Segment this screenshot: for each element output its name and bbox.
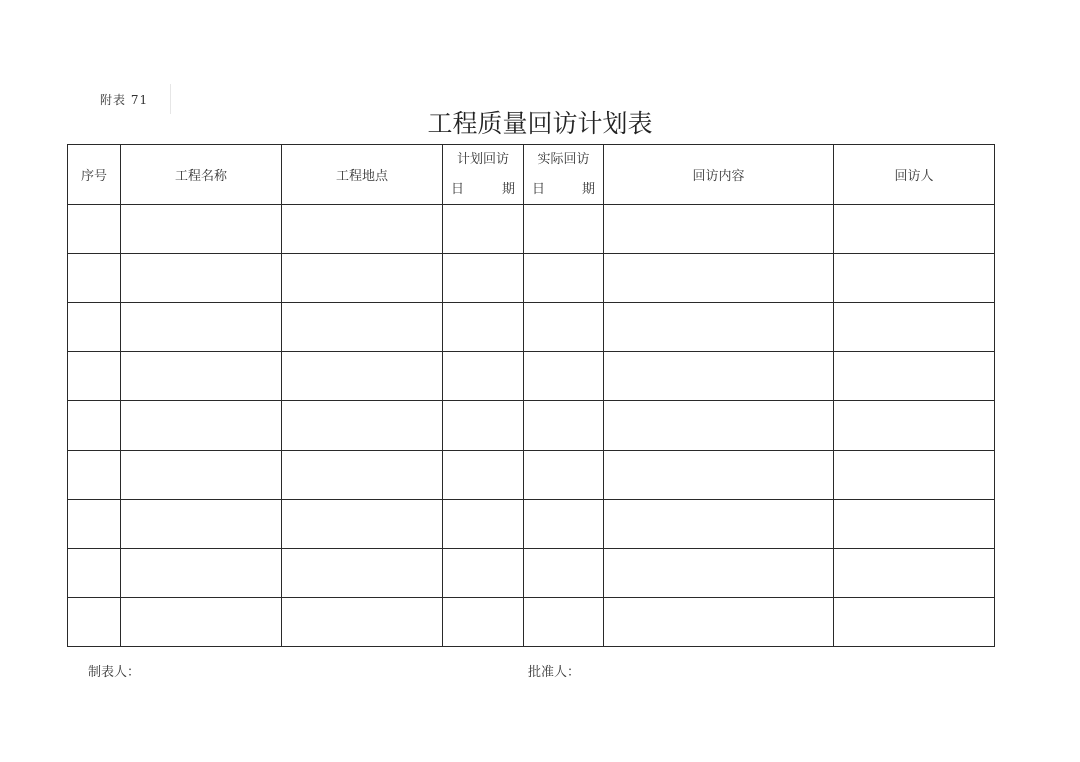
cell-planned-date [443, 303, 524, 352]
table-body [68, 205, 995, 647]
cell-location [282, 254, 443, 303]
visit-plan-table [67, 144, 995, 647]
column-header-actual-date [524, 145, 604, 205]
table-row [68, 352, 995, 401]
column-header-visitor: 回访人 [834, 145, 995, 205]
appendix-label: 附表 71 [100, 93, 149, 107]
actual-date-char-period: 期 [581, 181, 595, 197]
page-title: 工程质量回访计划表 [427, 109, 653, 138]
table-row [68, 205, 995, 254]
cell-project-name [121, 205, 282, 254]
cell-project-name [121, 450, 282, 499]
cell-planned-date [443, 548, 524, 597]
cell-actual-date [524, 205, 604, 254]
planned-date-char-period: 期 [501, 181, 515, 197]
planned-date-label: 计划回访 [456, 151, 509, 167]
cell-visitor [834, 450, 995, 499]
cell-actual-date [524, 303, 604, 352]
cell-seq [68, 254, 121, 303]
column-header-location: 工程地点 [282, 145, 443, 205]
cell-content [604, 254, 834, 303]
cell-planned-date [443, 499, 524, 548]
cell-seq [68, 499, 121, 548]
cell-seq [68, 352, 121, 401]
cell-location [282, 401, 443, 450]
cell-content [604, 450, 834, 499]
cell-content [604, 205, 834, 254]
cell-visitor [834, 548, 995, 597]
preparer-label: 制表人： [88, 665, 141, 680]
cell-seq [68, 303, 121, 352]
approver-label: 批准人： [528, 665, 581, 680]
table-row [68, 401, 995, 450]
cell-seq [68, 205, 121, 254]
table-row [68, 303, 995, 352]
cell-project-name [121, 597, 282, 646]
cell-content [604, 597, 834, 646]
cell-planned-date [443, 401, 524, 450]
cell-actual-date [524, 499, 604, 548]
cell-content [604, 352, 834, 401]
cell-location [282, 303, 443, 352]
cell-planned-date [443, 352, 524, 401]
cell-content [604, 499, 834, 548]
cell-project-name [121, 548, 282, 597]
table-header-row [68, 145, 995, 205]
cell-planned-date [443, 450, 524, 499]
cell-planned-date [443, 254, 524, 303]
cell-seq [68, 450, 121, 499]
cell-actual-date [524, 450, 604, 499]
table-row [68, 254, 995, 303]
cell-visitor [834, 597, 995, 646]
actual-date-char-day: 日 [532, 181, 546, 197]
cell-project-name [121, 303, 282, 352]
column-header-seq: 序号 [68, 145, 121, 205]
table-row [68, 597, 995, 646]
column-header-project-name: 工程名称 [121, 145, 282, 205]
cell-location [282, 450, 443, 499]
column-header-content: 回访内容 [604, 145, 834, 205]
cell-location [282, 352, 443, 401]
cell-content [604, 401, 834, 450]
cell-location [282, 548, 443, 597]
cell-location [282, 499, 443, 548]
cell-seq [68, 401, 121, 450]
cell-location [282, 205, 443, 254]
cell-visitor [834, 401, 995, 450]
cell-visitor [834, 205, 995, 254]
cell-visitor [834, 303, 995, 352]
cell-content [604, 548, 834, 597]
cell-project-name [121, 352, 282, 401]
cell-actual-date [524, 548, 604, 597]
table-row [68, 450, 995, 499]
cell-visitor [834, 254, 995, 303]
cell-planned-date [443, 205, 524, 254]
cell-actual-date [524, 254, 604, 303]
cell-seq [68, 548, 121, 597]
cell-project-name [121, 401, 282, 450]
cell-actual-date [524, 352, 604, 401]
cell-visitor [834, 352, 995, 401]
column-header-planned-date [443, 145, 524, 205]
cell-location [282, 597, 443, 646]
planned-date-char-day: 日 [451, 181, 465, 197]
cell-actual-date [524, 401, 604, 450]
cell-project-name [121, 499, 282, 548]
cell-project-name [121, 254, 282, 303]
cell-visitor [834, 499, 995, 548]
cell-actual-date [524, 597, 604, 646]
actual-date-label: 实际回访 [537, 151, 590, 167]
cell-content [604, 303, 834, 352]
cell-planned-date [443, 597, 524, 646]
cell-seq [68, 597, 121, 646]
table-row [68, 548, 995, 597]
table-row [68, 499, 995, 548]
